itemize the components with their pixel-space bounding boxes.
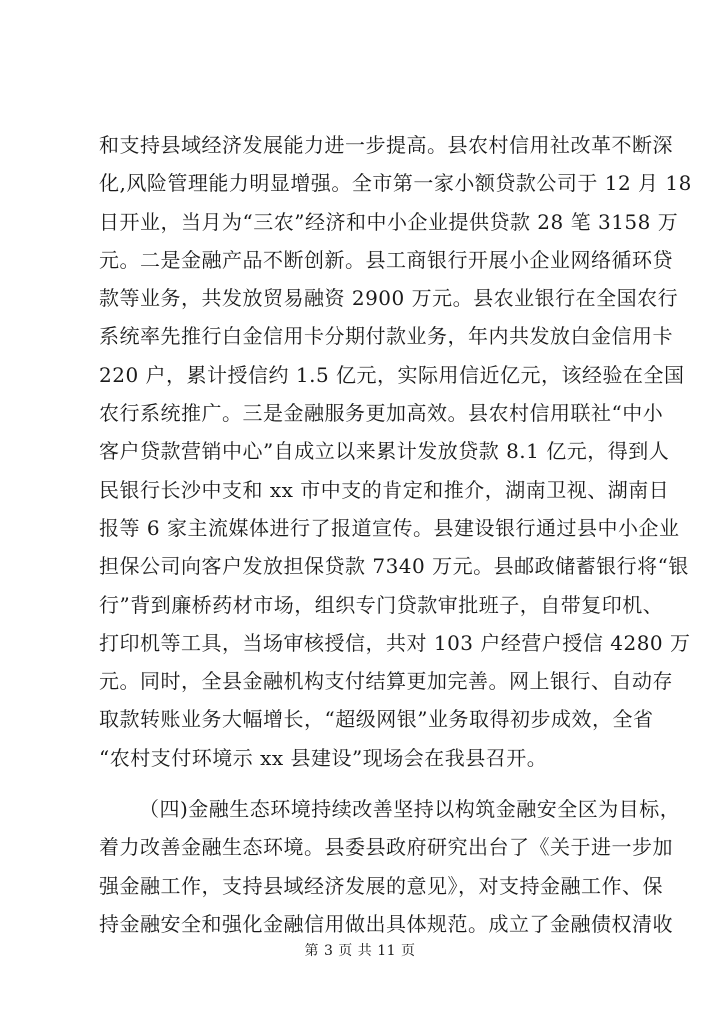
page-footer xyxy=(0,940,720,960)
text-line: “农村支付环境示 xx 县建设”现场会在我县召开。 xyxy=(99,745,548,770)
text-line: 打印机等工具，当场审核授信，共对 103 户经营户授信 4280 万 xyxy=(99,630,691,655)
document-body xyxy=(99,126,692,943)
text-line: （四)金融生态环境持续改善坚持以构筑金融安全区为目标， xyxy=(139,797,681,822)
text-line: 系统率先推行白金信用卡分期付款业务，年内共发放白金信用卡 xyxy=(99,324,673,349)
text-line: 行”背到廉桥药材市场，组织专门贷款审批班子，自带复印机、 xyxy=(99,592,664,617)
text-line: 款等业务，共发放贸易融资 2900 万元。县农业银行在全国农行 xyxy=(99,286,679,311)
text-line: 日开业，当月为“三农”经济和中小企业提供贷款 28 笔 3158 万 xyxy=(99,209,679,234)
paragraph-2 xyxy=(99,790,681,943)
text-line: 民银行长沙中支和 xx 市中支的肯定和推介，湖南卫视、湖南日 xyxy=(99,477,670,502)
text-line: 元。二是金融产品不断创新。县工商银行开展小企业网络循环贷 xyxy=(99,247,673,272)
text-line: 担保公司向客户发放担保贷款 7340 万元。县邮政储蓄银行将“银 xyxy=(99,554,689,579)
text-line: 着力改善金融生态环境。县委县政府研究出台了《关于进一步加 xyxy=(99,835,673,860)
text-line: 强金融工作，支持县域经济发展的意见》，对支持金融工作、保 xyxy=(99,873,663,898)
text-line: 客户贷款营销中心”自成立以来累计发放贷款 8.1 亿元，得到人 xyxy=(99,439,670,464)
text-line: 农行系统推广。三是金融服务更加高效。县农村信用联社“中小 xyxy=(99,401,664,426)
paragraph-gap xyxy=(99,777,639,790)
text-line: 报等 6 家主流媒体进行了报道宣传。县建设银行通过县中小企业 xyxy=(99,515,680,540)
page-number: 第 3 页 共 11 页 xyxy=(304,943,416,959)
text-line: 和支持县域经济发展能力进一步提高。县农村信用社改革不断深 xyxy=(99,133,673,157)
text-line: 取款转账业务大幅增长，“超级网银”业务取得初步成效，全省 xyxy=(99,707,654,732)
text-line: 化,风险管理能力明显增强。全市第一家小额贷款公司于 12 月 18 xyxy=(99,171,692,196)
text-line: 220 户，累计授信约 1.5 亿元，实际用信近亿元，该经验在全国 xyxy=(99,362,685,387)
text-line: 元。同时，全县金融机构支付结算更加完善。网上银行、自动存 xyxy=(99,669,673,694)
text-line: 持金融安全和强化金融信用做出具体规范。成立了金融债权清收 xyxy=(99,911,673,936)
paragraph-1 xyxy=(99,126,692,777)
